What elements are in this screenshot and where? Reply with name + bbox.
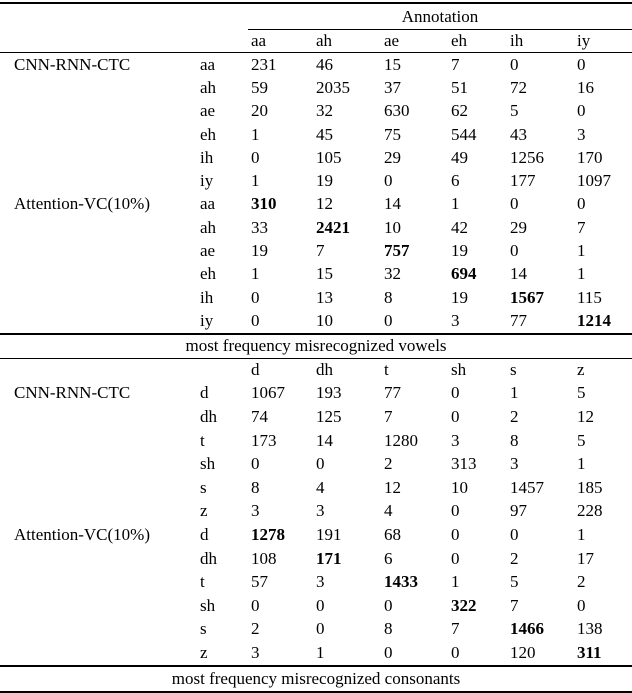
best-cell-value: 310 xyxy=(251,194,277,214)
cell-value: 185 xyxy=(577,477,603,497)
row-phone-label: d xyxy=(200,524,209,544)
model-name xyxy=(0,216,200,239)
model-name xyxy=(0,452,200,476)
table-row xyxy=(0,641,632,666)
row-phone-label: ah xyxy=(200,77,217,97)
model-name xyxy=(0,476,200,500)
model-name xyxy=(0,594,200,618)
cell-value: 0 xyxy=(451,383,460,403)
cell-value: 10 xyxy=(384,217,401,237)
cell-value: 46 xyxy=(316,54,333,74)
vowels-caption-row xyxy=(0,334,632,359)
cell-value: 630 xyxy=(384,101,410,121)
column-header: iy xyxy=(574,30,632,53)
cell-value: 1 xyxy=(451,194,460,214)
cell-value: 3 xyxy=(251,501,260,521)
cell-value: 29 xyxy=(510,217,527,237)
cell-value: 17 xyxy=(577,548,594,568)
cell-value: 0 xyxy=(577,54,586,74)
table-row xyxy=(0,53,632,77)
cell-value: 1457 xyxy=(510,477,544,497)
cell-value: 0 xyxy=(384,310,393,330)
cell-value: 0 xyxy=(251,287,260,307)
row-phone-label: ih xyxy=(200,287,214,307)
model-name xyxy=(0,286,200,309)
row-phone-label: dh xyxy=(200,406,217,426)
cell-value: 97 xyxy=(510,501,527,521)
cell-value: 1 xyxy=(451,572,460,592)
annotation-group-label: Annotation xyxy=(248,3,632,30)
cell-value: 72 xyxy=(510,77,527,97)
cell-value xyxy=(507,618,574,642)
cell-value: 1280 xyxy=(384,430,418,450)
cell-value: 138 xyxy=(577,619,603,639)
cell-value: 193 xyxy=(316,383,342,403)
cell-value: 4 xyxy=(316,477,325,497)
best-cell-value: 1214 xyxy=(577,310,611,330)
table-row xyxy=(0,263,632,286)
cell-value: 2 xyxy=(510,406,519,426)
cell-value: 3 xyxy=(577,124,586,144)
best-cell-value: 757 xyxy=(384,241,410,261)
row-phone-label: iy xyxy=(200,171,214,191)
model-name xyxy=(0,500,200,524)
cell-value: 0 xyxy=(384,642,393,662)
cell-value: 8 xyxy=(251,477,260,497)
cell-value: 20 xyxy=(251,101,268,121)
table-row xyxy=(0,123,632,146)
cell-value: 0 xyxy=(510,54,519,74)
cell-value: 7 xyxy=(384,406,393,426)
table-row xyxy=(0,547,632,571)
cell-value: 75 xyxy=(384,124,401,144)
cell-value xyxy=(381,570,448,594)
cell-value: 19 xyxy=(451,287,468,307)
row-phone-label: t xyxy=(200,572,205,592)
row-phone-label: dh xyxy=(200,548,217,568)
model-name xyxy=(0,570,200,594)
cell-value: 125 xyxy=(316,406,342,426)
cell-value xyxy=(574,309,632,333)
row-phone-label: iy xyxy=(200,310,214,330)
row-phone-label: ih xyxy=(200,147,214,167)
cell-value: 12 xyxy=(316,194,333,214)
table-row xyxy=(0,476,632,500)
cell-value xyxy=(448,594,507,618)
row-phone-label: ae xyxy=(200,101,216,121)
cell-value: 14 xyxy=(384,194,401,214)
cell-value: 12 xyxy=(384,477,401,497)
consonants-caption: most frequency misrecognized consonants xyxy=(0,666,632,692)
cell-value xyxy=(313,547,381,571)
cell-value: 3 xyxy=(316,501,325,521)
cell-value: 10 xyxy=(316,310,333,330)
row-phone-label: eh xyxy=(200,264,217,284)
cell-value: 1 xyxy=(510,383,519,403)
cell-value: 0 xyxy=(316,595,325,615)
cell-value: 16 xyxy=(577,77,594,97)
cell-value: 1256 xyxy=(510,147,544,167)
cell-value: 1067 xyxy=(251,383,285,403)
cell-value: 1 xyxy=(251,171,260,191)
best-cell-value: 1466 xyxy=(510,619,544,639)
cell-value: 544 xyxy=(451,124,477,144)
cell-value: 10 xyxy=(451,477,468,497)
cell-value: 0 xyxy=(451,524,460,544)
row-phone-label: sh xyxy=(200,595,216,615)
best-cell-value: 322 xyxy=(451,595,477,615)
cell-value: 4 xyxy=(384,501,393,521)
cell-value: 6 xyxy=(384,548,393,568)
confusion-matrix-table xyxy=(0,2,632,693)
cell-value: 2 xyxy=(251,619,260,639)
cell-value: 33 xyxy=(251,217,268,237)
best-cell-value: 1567 xyxy=(510,287,544,307)
cell-value: 59 xyxy=(251,77,268,97)
cell-value xyxy=(448,263,507,286)
model-name xyxy=(0,429,200,453)
cell-value: 0 xyxy=(384,171,393,191)
model-name xyxy=(0,76,200,99)
cell-value: 37 xyxy=(384,77,401,97)
cell-value: 57 xyxy=(251,572,268,592)
row-phone-label: ah xyxy=(200,217,217,237)
cell-value: 19 xyxy=(316,171,333,191)
cell-value: 14 xyxy=(316,430,333,450)
cell-value: 191 xyxy=(316,524,342,544)
row-phone-label: eh xyxy=(200,124,217,144)
cell-value: 1 xyxy=(577,264,586,284)
cell-value: 1 xyxy=(251,264,260,284)
cell-value xyxy=(574,641,632,666)
cell-value: 3 xyxy=(251,642,260,662)
table-row xyxy=(0,382,632,406)
cell-value: 108 xyxy=(251,548,277,568)
cell-value: 0 xyxy=(251,595,260,615)
model-name xyxy=(0,309,200,333)
cell-value: 0 xyxy=(577,194,586,214)
cell-value: 0 xyxy=(251,147,260,167)
cell-value: 0 xyxy=(316,454,325,474)
cell-value xyxy=(248,523,313,547)
cell-value: 6 xyxy=(451,171,460,191)
cell-value: 43 xyxy=(510,124,527,144)
cell-value: 74 xyxy=(251,406,268,426)
table-row xyxy=(0,216,632,239)
cell-value: 5 xyxy=(577,430,586,450)
model-name xyxy=(0,641,200,666)
cell-value: 49 xyxy=(451,147,468,167)
cell-value: 19 xyxy=(251,241,268,261)
cell-value: 0 xyxy=(451,642,460,662)
cell-value xyxy=(507,286,574,309)
cell-value: 29 xyxy=(384,147,401,167)
table-row xyxy=(0,429,632,453)
table-row xyxy=(0,146,632,169)
table-row xyxy=(0,286,632,309)
model-name: Attention-VC(10%) xyxy=(14,524,150,544)
cell-value: 115 xyxy=(577,287,602,307)
model-name xyxy=(0,239,200,262)
model-name xyxy=(0,618,200,642)
table-row xyxy=(0,618,632,642)
best-cell-value: 311 xyxy=(577,642,602,662)
model-name xyxy=(0,100,200,123)
table-row xyxy=(0,100,632,123)
column-header: sh xyxy=(451,360,467,380)
row-phone-label: z xyxy=(200,501,208,521)
row-phone-label: t xyxy=(200,430,205,450)
model-name: Attention-VC(10%) xyxy=(14,194,150,214)
table-row xyxy=(0,76,632,99)
row-phone-label: z xyxy=(200,642,208,662)
row-phone-label: d xyxy=(200,383,209,403)
model-name xyxy=(0,263,200,286)
cell-value: 2 xyxy=(384,454,393,474)
model-name xyxy=(0,169,200,192)
cell-value: 8 xyxy=(384,619,393,639)
cell-value: 3 xyxy=(451,310,460,330)
cell-value xyxy=(313,216,381,239)
cell-value: 0 xyxy=(251,454,260,474)
cell-value: 0 xyxy=(577,595,586,615)
cell-value: 0 xyxy=(510,194,519,214)
table-row xyxy=(0,452,632,476)
cell-value: 2 xyxy=(577,572,586,592)
column-header: z xyxy=(577,360,585,380)
cell-value xyxy=(248,193,313,216)
vowels-caption: most frequency misrecognized vowels xyxy=(0,334,632,359)
best-cell-value: 1278 xyxy=(251,524,285,544)
cell-value: 0 xyxy=(510,241,519,261)
column-header: ih xyxy=(507,30,574,53)
cell-value: 0 xyxy=(384,595,393,615)
column-header: ah xyxy=(313,30,381,53)
table-row xyxy=(0,594,632,618)
cell-value: 7 xyxy=(316,241,325,261)
vowels-column-header-row xyxy=(0,30,632,53)
cell-value: 0 xyxy=(510,524,519,544)
cell-value: 0 xyxy=(316,619,325,639)
consonants-column-header-row xyxy=(0,358,632,382)
cell-value: 1 xyxy=(316,642,325,662)
model-name: CNN-RNN-CTC xyxy=(14,383,131,403)
cell-value: 51 xyxy=(451,77,468,97)
cell-value: 313 xyxy=(451,454,477,474)
column-header: s xyxy=(510,360,517,380)
cell-value: 0 xyxy=(451,548,460,568)
row-phone-label: ae xyxy=(200,241,216,261)
cell-value: 7 xyxy=(577,217,586,237)
table-row xyxy=(0,405,632,429)
cell-value: 173 xyxy=(251,430,277,450)
cell-value: 120 xyxy=(510,642,536,662)
cell-value: 77 xyxy=(384,383,401,403)
table-row xyxy=(0,309,632,333)
best-cell-value: 2421 xyxy=(316,217,350,237)
cell-value: 13 xyxy=(316,287,333,307)
cell-value: 1 xyxy=(251,124,260,144)
cell-value: 15 xyxy=(384,54,401,74)
cell-value: 0 xyxy=(251,310,260,330)
cell-value: 5 xyxy=(510,572,519,592)
table-row xyxy=(0,193,632,216)
cell-value: 1097 xyxy=(577,171,611,191)
cell-value: 3 xyxy=(316,572,325,592)
column-header: dh xyxy=(316,360,333,380)
cell-value: 0 xyxy=(451,406,460,426)
cell-value: 7 xyxy=(451,54,460,74)
cell-value: 5 xyxy=(577,383,586,403)
cell-value: 170 xyxy=(577,147,603,167)
table-row xyxy=(0,523,632,547)
cell-value: 15 xyxy=(316,264,333,284)
table-row xyxy=(0,570,632,594)
column-header: aa xyxy=(248,30,313,53)
cell-value: 77 xyxy=(510,310,527,330)
cell-value: 19 xyxy=(451,241,468,261)
cell-value: 8 xyxy=(384,287,393,307)
cell-value: 5 xyxy=(510,101,519,121)
cell-value: 231 xyxy=(251,54,277,74)
cell-value: 1 xyxy=(577,454,586,474)
cell-value: 3 xyxy=(510,454,519,474)
best-cell-value: 171 xyxy=(316,548,342,568)
column-header: d xyxy=(251,360,260,380)
row-phone-label: aa xyxy=(200,54,216,74)
table-row xyxy=(0,169,632,192)
row-phone-label: s xyxy=(200,477,207,497)
cell-value: 2 xyxy=(510,548,519,568)
cell-value: 32 xyxy=(384,264,401,284)
column-header: t xyxy=(384,360,389,380)
cell-value: 7 xyxy=(451,619,460,639)
column-header: eh xyxy=(448,30,507,53)
cell-value: 3 xyxy=(451,430,460,450)
row-phone-label: aa xyxy=(200,194,216,214)
model-name: CNN-RNN-CTC xyxy=(14,54,131,74)
model-name xyxy=(0,405,200,429)
cell-value: 8 xyxy=(510,430,519,450)
annotation-header-row xyxy=(0,3,632,30)
cell-value: 177 xyxy=(510,171,536,191)
table-row xyxy=(0,239,632,262)
cell-value: 1 xyxy=(577,524,586,544)
model-name xyxy=(0,547,200,571)
cell-value: 0 xyxy=(577,101,586,121)
row-phone-label: s xyxy=(200,619,207,639)
cell-value: 12 xyxy=(577,406,594,426)
cell-value: 2035 xyxy=(316,77,350,97)
cell-value: 14 xyxy=(510,264,527,284)
cell-value: 62 xyxy=(451,101,468,121)
cell-value: 1 xyxy=(577,241,586,261)
table-row xyxy=(0,500,632,524)
cell-value: 105 xyxy=(316,147,342,167)
column-header: ae xyxy=(381,30,448,53)
cell-value: 0 xyxy=(451,501,460,521)
cell-value xyxy=(381,239,448,262)
model-name xyxy=(0,146,200,169)
cell-value: 228 xyxy=(577,501,603,521)
cell-value: 42 xyxy=(451,217,468,237)
cell-value: 32 xyxy=(316,101,333,121)
row-phone-label: sh xyxy=(200,454,216,474)
cell-value: 68 xyxy=(384,524,401,544)
best-cell-value: 1433 xyxy=(384,572,418,592)
cell-value: 7 xyxy=(510,595,519,615)
model-name xyxy=(0,123,200,146)
cell-value: 45 xyxy=(316,124,333,144)
best-cell-value: 694 xyxy=(451,264,477,284)
